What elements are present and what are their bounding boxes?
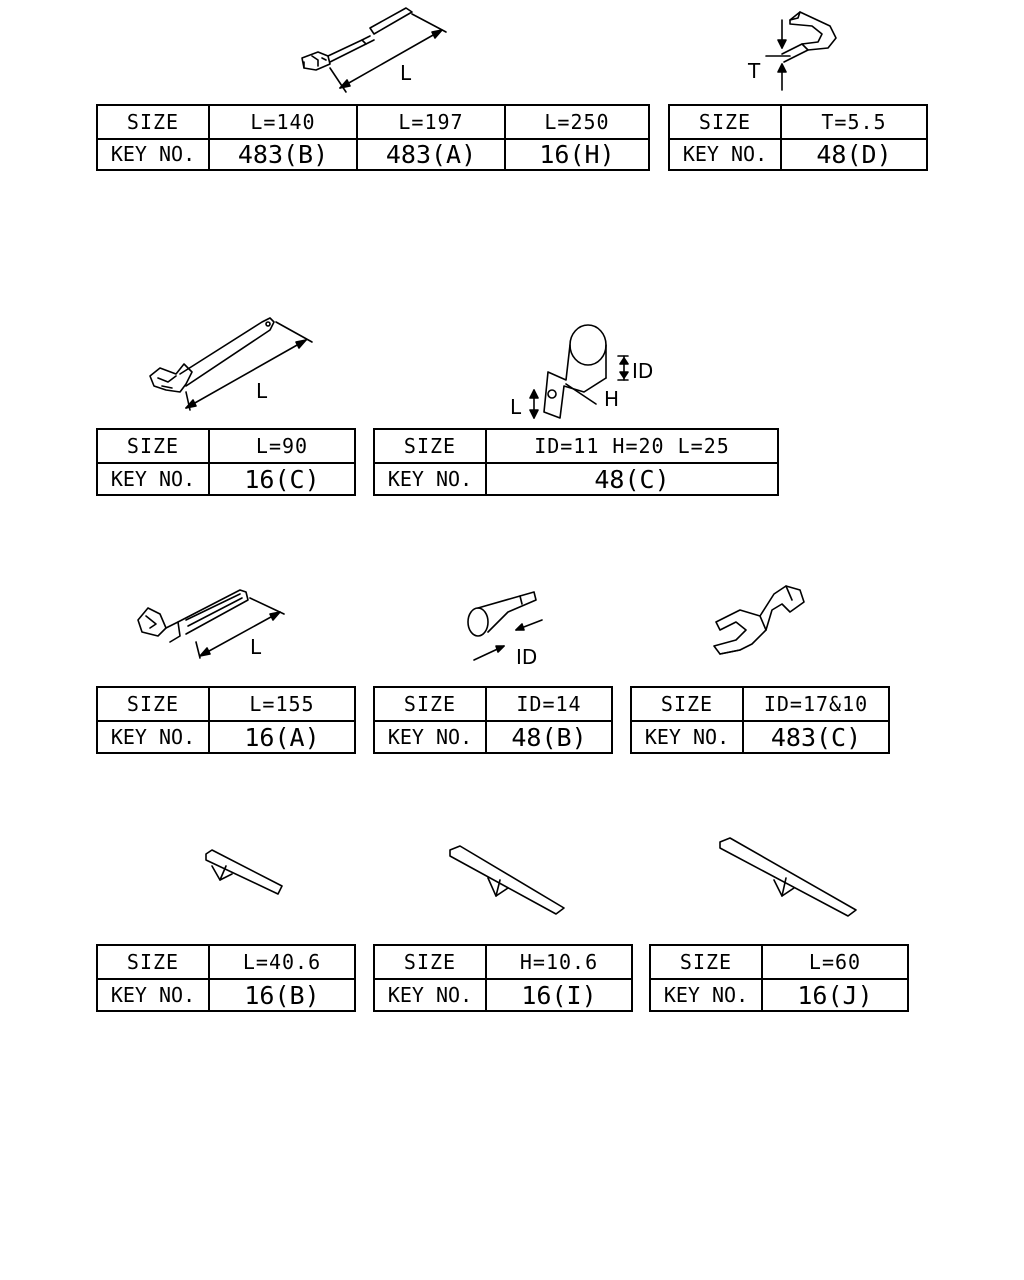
dim-id-label-2: ID bbox=[516, 645, 538, 669]
key-no-header: KEY NO. bbox=[98, 720, 208, 752]
key-no-header: KEY NO. bbox=[670, 138, 780, 170]
dim-l-label-3: L bbox=[510, 395, 522, 419]
double-clamp-icon bbox=[714, 586, 804, 654]
key-no-value: 48(B) bbox=[485, 720, 611, 752]
size-value: ID=17&10 bbox=[742, 688, 888, 720]
push-clip-long-icon bbox=[720, 838, 856, 916]
size-table-6 bbox=[373, 686, 613, 754]
size-value: L=90 bbox=[208, 430, 354, 462]
key-no-value: 16(J) bbox=[761, 978, 907, 1010]
size-value: L=197 bbox=[356, 106, 504, 138]
dim-l-label-4: L bbox=[250, 635, 262, 659]
size-header: SIZE bbox=[698, 109, 752, 134]
push-clip-medium-icon bbox=[450, 846, 564, 914]
size-table-5 bbox=[96, 686, 356, 754]
size-header: SIZE bbox=[126, 950, 180, 974]
size-header: SIZE bbox=[660, 692, 714, 716]
size-header: SIZE bbox=[403, 692, 457, 716]
key-no-header: KEY NO. bbox=[98, 462, 208, 494]
size-value: T=5.5 bbox=[780, 106, 926, 138]
size-header: SIZE bbox=[403, 434, 457, 458]
size-table-7 bbox=[630, 686, 890, 754]
push-clip-short-icon bbox=[206, 850, 282, 894]
size-table-4 bbox=[373, 428, 779, 496]
dim-l-label-1: L bbox=[400, 61, 412, 85]
dim-id-label-1: ID bbox=[632, 359, 654, 383]
key-no-header: KEY NO. bbox=[651, 978, 761, 1010]
key-no-value: 16(A) bbox=[208, 720, 354, 752]
dim-l-label-2: L bbox=[256, 379, 268, 403]
size-value: L=155 bbox=[208, 688, 354, 720]
key-no-value: 16(I) bbox=[485, 978, 631, 1010]
size-value: L=250 bbox=[504, 106, 648, 138]
key-no-value: 483(C) bbox=[742, 720, 888, 752]
key-no-header: KEY NO. bbox=[632, 720, 742, 752]
slotted-strap-tie-icon bbox=[138, 590, 284, 658]
key-no-value: 483(A) bbox=[356, 138, 504, 170]
dim-h-label: H bbox=[604, 387, 620, 411]
size-table-8 bbox=[96, 944, 356, 1012]
size-value: L=60 bbox=[761, 946, 907, 978]
key-no-header: KEY NO. bbox=[375, 720, 485, 752]
size-value: L=40.6 bbox=[208, 946, 354, 978]
key-no-header: KEY NO. bbox=[375, 978, 485, 1010]
size-value: L=140 bbox=[208, 106, 356, 138]
dim-t-label: T bbox=[748, 59, 761, 83]
key-no-value: 48(D) bbox=[780, 138, 926, 170]
clip-t-icon bbox=[766, 12, 836, 90]
key-no-header: KEY NO. bbox=[98, 978, 208, 1010]
key-no-value: 16(H) bbox=[504, 138, 648, 170]
cable-tie-long-icon bbox=[302, 8, 446, 92]
key-no-value: 483(B) bbox=[208, 138, 356, 170]
key-no-value: 16(B) bbox=[208, 978, 354, 1010]
size-header: SIZE bbox=[679, 950, 733, 974]
size-table-2 bbox=[668, 104, 928, 171]
key-no-header: KEY NO. bbox=[98, 138, 208, 170]
size-table-9 bbox=[373, 944, 633, 1012]
size-value: ID=14 bbox=[485, 688, 611, 720]
cable-tie-clip-icon bbox=[150, 318, 312, 410]
size-table-10 bbox=[649, 944, 909, 1012]
size-value: ID=11 H=20 L=25 bbox=[485, 430, 777, 462]
key-no-header: KEY NO. bbox=[375, 462, 485, 494]
size-header: SIZE bbox=[126, 692, 180, 716]
key-no-value: 16(C) bbox=[208, 462, 354, 494]
size-table-3 bbox=[96, 428, 356, 496]
size-header: SIZE bbox=[403, 950, 457, 974]
size-header: SIZE bbox=[126, 109, 180, 134]
size-table-1 bbox=[96, 104, 650, 171]
size-header: SIZE bbox=[126, 434, 180, 458]
size-value: H=10.6 bbox=[485, 946, 631, 978]
key-no-value: 48(C) bbox=[485, 462, 777, 494]
